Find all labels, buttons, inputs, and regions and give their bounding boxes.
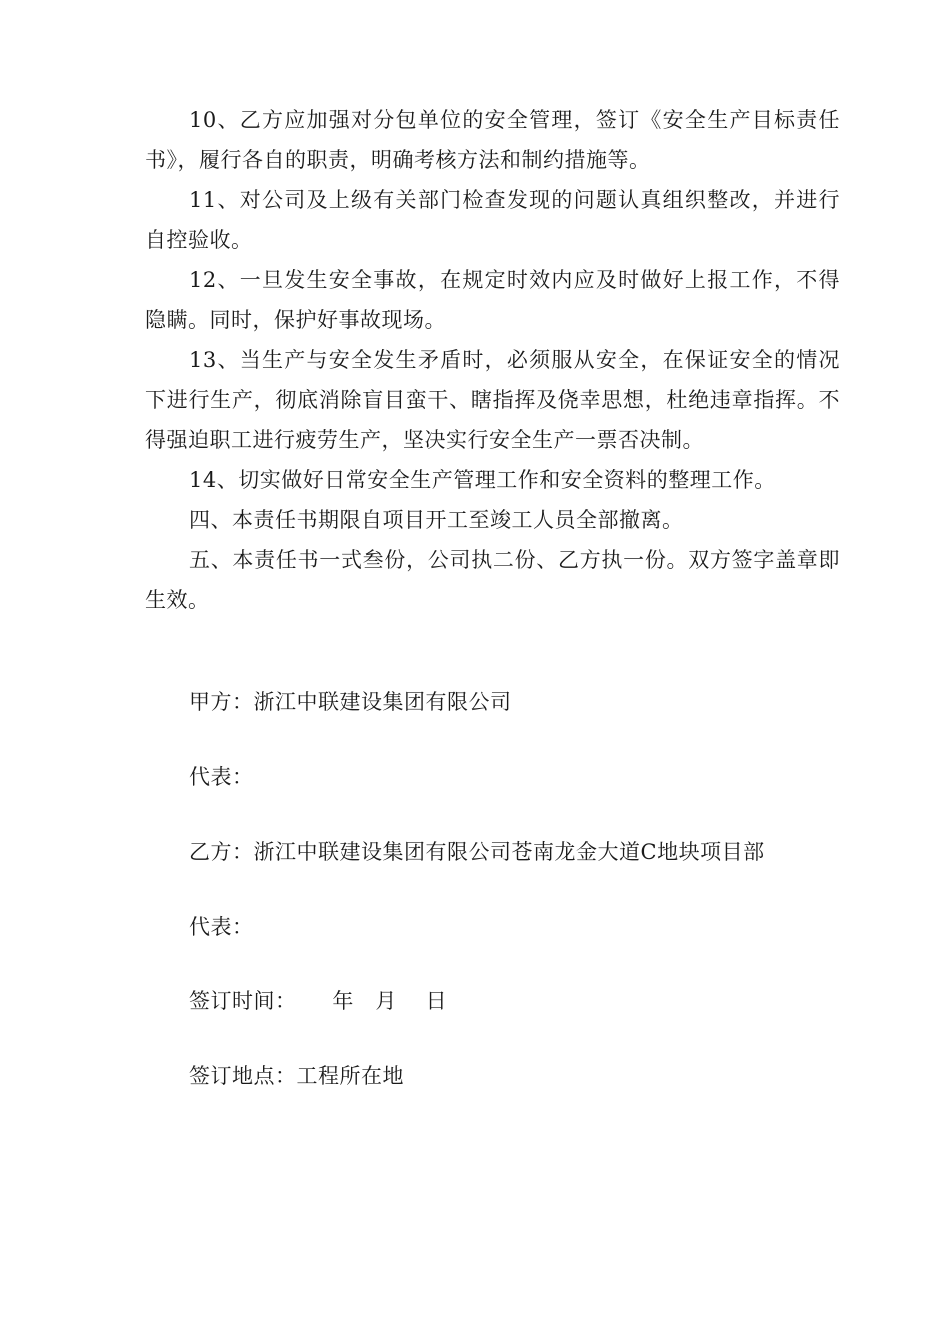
clause-11: 11、对公司及上级有关部门检查发现的问题认真组织整改，并进行自控验收。 [145,188,840,252]
clause-10: 10、乙方应加强对分包单位的安全管理，签订《安全生产目标责任书》，履行各自的职责，明确考核方法和制约措施等。 [145,108,840,172]
party-a-representative: 代表： [189,765,254,789]
clause-copies: 五、本责任书一式叁份，公司执二份、乙方执一份。双方签字盖章即生效。 [145,548,840,612]
clause-term: 四、本责任书期限自项目开工至竣工人员全部撤离。 [189,508,684,532]
party-a-line: 甲方：浙江中联建设集团有限公司 [189,690,512,714]
signing-date: 签订时间： 年 月 日 [189,989,448,1013]
signing-place: 签订地点：工程所在地 [189,1064,404,1088]
clause-14: 14、切实做好日常安全生产管理工作和安全资料的整理工作。 [189,468,776,492]
party-b-line: 乙方：浙江中联建设集团有限公司苍南龙金大道C地块项目部 [189,840,765,864]
clause-13: 13、当生产与安全发生矛盾时，必须服从安全，在保证安全的情况下进行生产，彻底消除盲目蛮干、瞎指挥及侥幸思想，杜绝违章指挥。不得强迫职工进行疲劳生产，坚决实行安全生产一票否决制。 [145,348,840,452]
party-b-representative: 代表： [189,915,254,939]
clause-12: 12、一旦发生安全事故，在规定时效内应及时做好上报工作，不得隐瞒。同时，保护好事故现场。 [145,268,840,332]
